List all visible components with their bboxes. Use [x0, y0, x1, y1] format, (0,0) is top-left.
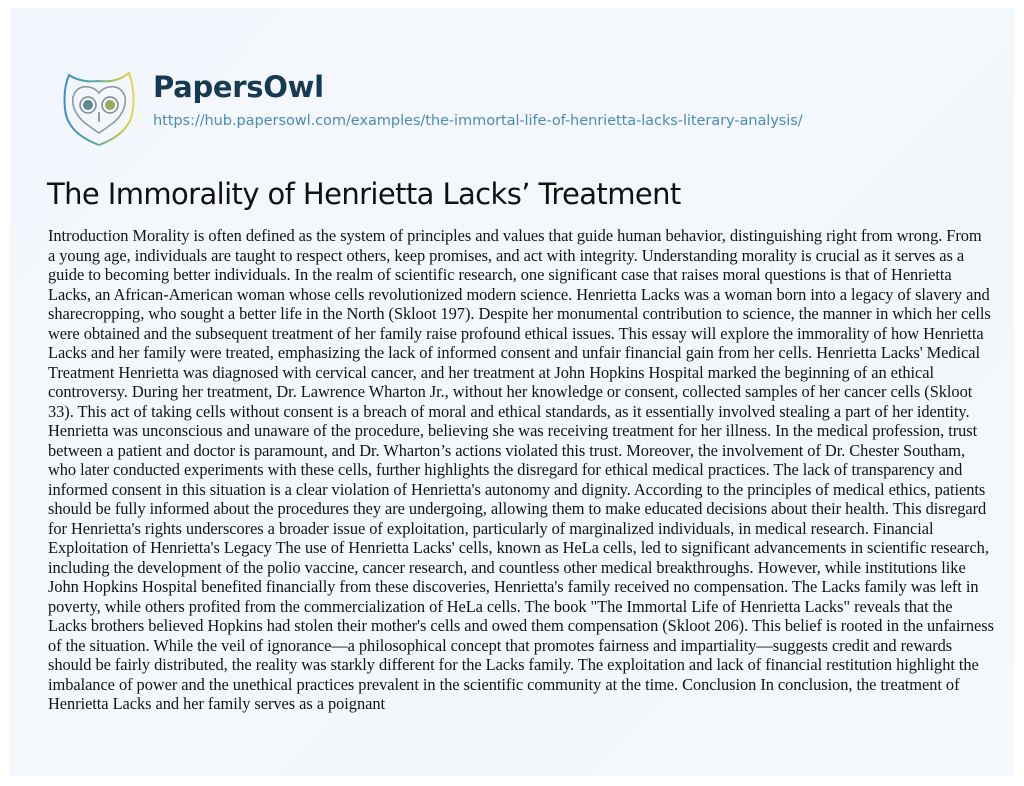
body-line: Exploitation of Henrietta's Legacy The use of Henrietta Lacks' cells, known as HeLa cells, led to significant advancements in scientific research,	[48, 538, 989, 557]
body-line: sharecropping, who sought a better life in the North (Skloot 197). Despite her monumental contribution to science, the manner in which her cells	[48, 304, 991, 323]
body-line: between a patient and doctor is paramount, and Dr. Wharton’s actions violated this trust. Moreover, the involvement of Dr. Chester Southam,	[48, 440, 966, 460]
body-line: for Henrietta's rights underscores a broader issue of exploitation, particularly of marginalized individuals, in medical research. Financial	[48, 518, 934, 538]
body-line: poverty, while others profited from the commercialization of HeLa cells. The book "The Immortal Life of Henrietta Lacks" reveals that the	[48, 596, 953, 616]
brand-name: PapersOwl	[153, 70, 324, 104]
body-line: 33). This act of taking cells without consent is a breach of moral and ethical standards, as it essentially involved stealing a part of her identity.	[48, 401, 970, 421]
body-line: were obtained and the subsequent treatment of her family raise profound ethical issues. This essay will explore the immorality of how Henrietta	[48, 323, 984, 343]
body-line: Henrietta was unconscious and unaware of the procedure, believing she was receiving treatment for her illness. In the medical profession, trust	[48, 421, 978, 440]
body-line: guide to becoming better individuals. In the realm of scientific research, one significant case that raises moral questions is that of Henrietta	[48, 265, 952, 284]
body-line: of the situation. While the veil of ignorance—a philosophical concept that promotes fairness and impartiality—suggests credit and rewards	[48, 635, 953, 655]
body-line: imbalance of power and the unethical practices prevalent in the scientific community at the time. Conclusion In conclusion, the treatment of	[48, 674, 960, 694]
body-line: Lacks brothers believed Hopkins had stolen their mother's cells and owed them compensation (Skloot 206). This belief is rooted in the unfairness	[48, 616, 994, 635]
body-line: should be fairly distributed, the reality was starkly different for the Lacks family. The exploitation and lack of financial restitution highlight the	[48, 655, 979, 674]
owl-logo-icon	[59, 67, 139, 149]
body-line: including the development of the polio vaccine, cancer research, and countless other medical breakthroughs. However, while institutions like	[48, 557, 966, 577]
article-body	[48, 226, 1024, 714]
body-line: John Hopkins Hospital benefited financially from these discoveries, Henrietta's family received no compensation. The Lacks family was left in	[48, 577, 979, 596]
body-line: should be fully informed about the procedures they are undergoing, allowing them to make educated decisions about their health. This disregard	[48, 499, 987, 518]
body-line: Treatment Henrietta was diagnosed with cervical cancer, and her treatment at John Hopkins Hospital marked the beginning of an ethical	[48, 362, 935, 382]
body-line: Lacks and her family were treated, emphasizing the lack of informed consent and unfair financial gain from her cells. Henrietta Lacks' Medical	[48, 343, 981, 362]
body-line: Introduction Morality is often defined as the system of principles and values that guide human behavior, distinguishing right from wrong. From	[48, 226, 982, 245]
article-title: The Immorality of Henrietta Lacks’ Treatment	[47, 177, 681, 211]
page-panel	[10, 8, 1014, 776]
body-line: controversy. During her treatment, Dr. Lawrence Wharton Jr., without her knowledge or consent, collected samples of her cancer cells (Skloot	[48, 382, 973, 401]
site-header	[10, 8, 1014, 168]
body-line: a young age, individuals are taught to respect others, keep promises, and act with integrity. Understanding morality is crucial as it serves as a	[48, 245, 965, 265]
source-url-link[interactable]: https://hub.papersowl.com/examples/the-immortal-life-of-henrietta-lacks-literary-analysis/	[153, 112, 803, 129]
body-line: informed consent in this situation is a clear violation of Henrietta's autonomy and dignity. According to the principles of medical ethics, patients	[48, 479, 986, 499]
body-line: Lacks, an African-American woman whose cells revolutionized modern science. Henrietta Lacks was a woman born into a legacy of slavery and	[48, 284, 990, 304]
body-line: who later conducted experiments with these cells, further highlights the disregard for ethical medical practices. The lack of transparency and	[48, 460, 963, 479]
body-line: Henrietta Lacks and her family serves as a poignant	[48, 694, 385, 713]
